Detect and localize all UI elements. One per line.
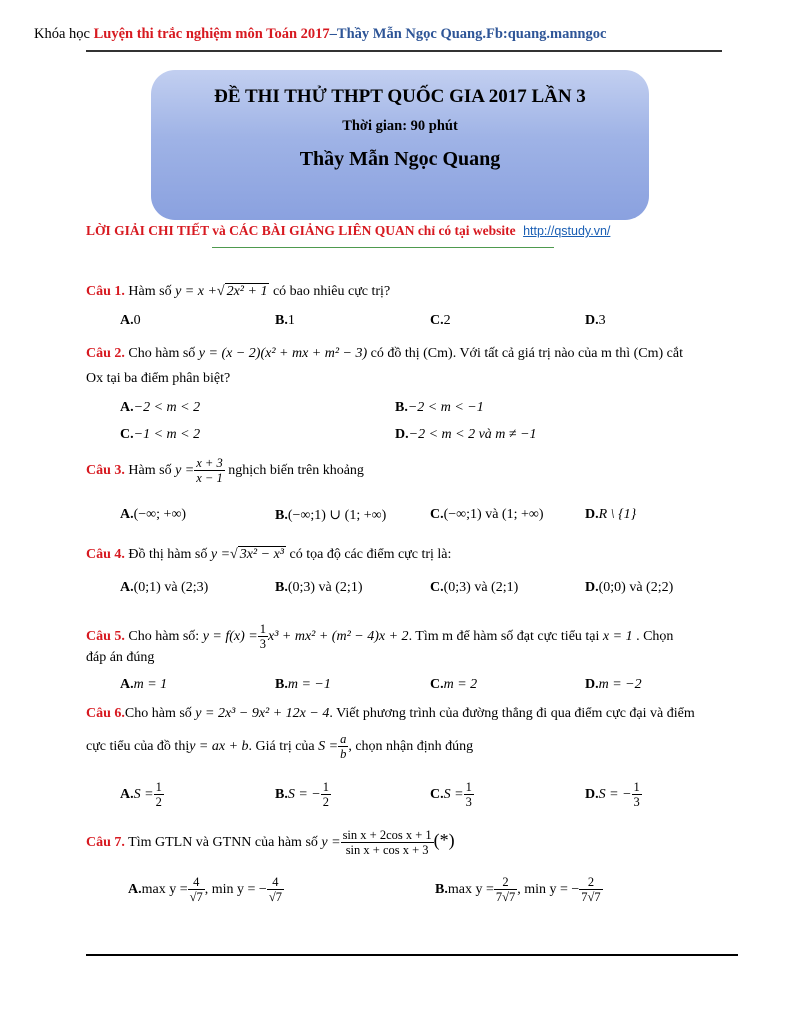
q5-option-c[interactable]: C.m = 2 — [430, 677, 478, 692]
question-6-label: Câu 6. — [86, 706, 125, 721]
q3-option-c[interactable]: C.(−∞;1) và (1; +∞) — [430, 507, 544, 522]
question-3-lhs: y = — [175, 463, 195, 479]
question-1: Câu 1. Hàm số y = x +√ 2x² + 1 có bao nhiêu cực trị? — [86, 284, 391, 299]
question-6-expr: y = 2x³ − 9x² + 12x − 4 — [195, 706, 330, 721]
question-6-line2-text-b: . Giá trị của — [248, 739, 315, 755]
q6-option-c[interactable]: C.S = $\frac{1}{3}$ — [430, 780, 472, 810]
header-prefix: Khóa học — [34, 26, 94, 42]
question-2-label: Câu 2. — [86, 346, 125, 361]
q5-option-a[interactable]: A.m = 1 — [120, 677, 168, 692]
q4-option-a[interactable]: A.(0;1) và (2;3) — [120, 580, 209, 595]
question-4: Câu 4. Đồ thị hàm số y =√ 3x² − x³ có tọa độ các điểm cực trị là: — [86, 547, 452, 562]
q7-option-a[interactable]: A.max y = $\frac{4}{√7}$ , min y = − $\frac{4}{√7}$ — [128, 875, 282, 905]
q4-option-b[interactable]: B.(0;3) và (2;1) — [275, 580, 363, 595]
question-7 — [86, 828, 455, 858]
question-4-label: Câu 4. — [86, 547, 125, 562]
question-1-text: có bao nhiêu cực trị? — [272, 284, 391, 299]
question-5-condition: x = 1 — [602, 629, 633, 645]
header-divider — [86, 50, 722, 52]
question-1-expr: y = x + — [175, 284, 217, 299]
q6-option-a[interactable]: A.S = $\frac{1}{2}$ — [120, 780, 162, 810]
question-6-text: . Viết phương trình của đường thẳng đi qua điểm cực đại và điểm — [329, 706, 695, 721]
question-3 — [86, 456, 364, 486]
q6-option-d[interactable]: D.S = − $\frac{1}{3}$ — [585, 780, 640, 810]
question-2-expr: y = (x − 2)(x² + mx + m² − 3) — [198, 346, 368, 361]
exam-banner — [151, 70, 649, 220]
q1-option-a[interactable]: A.0 — [120, 313, 141, 328]
exam-author: Thầy Mẫn Ngọc Quang — [299, 148, 501, 170]
q3-option-d[interactable]: D.R \ {1} — [585, 507, 637, 522]
q6-option-b[interactable]: B.S = − $\frac{1}{2}$ — [275, 780, 329, 810]
question-4-text: có tọa độ các điểm cực trị là: — [289, 547, 452, 562]
question-7-fraction: $\frac{\text{sin x + 2cos x + 1}}{\text{sin x + cos x + 3}}$ — [342, 828, 432, 858]
q2-option-c[interactable]: C.−1 < m < 2 — [120, 427, 201, 442]
q1-option-d[interactable]: D.3 — [585, 313, 606, 328]
question-2-intro: Cho hàm số — [128, 346, 196, 361]
exam-time: Thời gian: 90 phút — [342, 118, 458, 134]
question-6-line2-text-c: , chọn nhận định đúng — [348, 739, 474, 755]
q4-option-c[interactable]: C.(0;3) và (2;1) — [430, 580, 519, 595]
q2-option-d[interactable]: D.−2 < m < 2 và m ≠ −1 — [395, 427, 537, 442]
question-6-s-fraction: $\frac{a}{b}$ — [340, 732, 347, 762]
question-7-star: (*) — [433, 830, 455, 851]
q3-option-a[interactable]: A.(−∞; +∞) — [120, 507, 187, 522]
question-2-text: có đồ thị (Cm). Với tất cả giá trị nào của m thì (Cm) cắt — [370, 346, 683, 361]
question-7-intro: Tìm GTLN và GTNN của hàm số — [128, 835, 318, 851]
question-5-lhs: y = f(x) = — [202, 629, 258, 645]
question-5-line2: đáp án đúng — [86, 650, 155, 665]
q2-option-b[interactable]: B.−2 < m < −1 — [395, 400, 484, 415]
q5-option-b[interactable]: B.m = −1 — [275, 677, 331, 692]
question-5 — [86, 622, 673, 652]
question-6-intro: Cho hàm số — [124, 706, 192, 721]
question-6-line2 — [86, 732, 473, 762]
header-teacher: Thầy Mẫn Ngọc Quang.Fb:quang.manngoc — [336, 26, 607, 42]
exam-title: ĐỀ THI THỬ THPT QUỐC GIA 2017 LẦN 3 — [214, 86, 586, 107]
question-6 — [86, 706, 695, 722]
question-6-line-eq: y = ax + b — [189, 739, 249, 755]
q5-option-d[interactable]: D.m = −2 — [585, 677, 642, 692]
question-4-lhs: y = — [210, 547, 231, 562]
website-link[interactable]: http://qstudy.vn/ — [523, 224, 611, 238]
page-header — [34, 26, 606, 43]
question-3-label: Câu 3. — [86, 463, 125, 479]
question-1-label: Câu 1. — [86, 284, 125, 299]
q2-option-a[interactable]: A.−2 < m < 2 — [120, 400, 201, 415]
question-1-radicand: 2x² + 1 — [226, 284, 268, 299]
question-4-radicand: 3x² − x³ — [239, 547, 284, 562]
header-course: Luyện thi trắc nghiệm môn Toán 2017 — [93, 26, 330, 42]
question-7-label: Câu 7. — [86, 835, 125, 851]
question-2-line2: Ox tại ba điểm phân biệt? — [86, 371, 231, 386]
question-2 — [86, 346, 683, 362]
question-5-label: Câu 5. — [86, 629, 125, 645]
q4-option-d[interactable]: D.(0;0) và (2;2) — [585, 580, 674, 595]
footer-divider — [86, 954, 738, 956]
question-3-text: nghịch biến trên khoảng — [228, 463, 364, 479]
question-3-intro: Hàm số — [128, 463, 172, 479]
question-1-intro: Hàm số — [128, 284, 172, 299]
question-6-s-lhs: S = — [318, 739, 339, 755]
promo-line — [86, 223, 610, 239]
q1-option-b[interactable]: B.1 — [275, 313, 295, 328]
question-5-fraction: $\frac{1}{3}$ — [259, 622, 266, 652]
header-dash: – — [329, 26, 337, 42]
q7-option-b[interactable]: B.max y = $\frac{2}{7√7}$ , min y = − $\frac{2}{7√7}$ — [435, 875, 601, 905]
question-5-expr: x³ + mx² + (m² − 4)x + 2 — [267, 629, 409, 645]
promo-divider — [212, 247, 554, 248]
promo-text: LỜI GIẢI CHI TIẾT và CÁC BÀI GIẢNG LIÊN QUAN chỉ có tại website — [86, 223, 516, 238]
q3-option-b[interactable]: B.(−∞;1) ∪ (1; +∞) — [275, 508, 387, 523]
question-5-text: . Tìm m để hàm số đạt cực tiểu tại — [408, 629, 600, 645]
question-3-fraction: $\frac{x + 3}{x - 1}$ — [196, 456, 223, 486]
question-4-intro: Đồ thị hàm số — [128, 547, 208, 562]
question-7-lhs: y = — [321, 835, 341, 851]
q1-option-c[interactable]: C.2 — [430, 313, 451, 328]
question-5-text-end: . Chọn — [636, 629, 674, 645]
question-5-intro: Cho hàm số: — [128, 629, 200, 645]
question-6-line2-text: cực tiểu của đồ thị — [86, 739, 190, 755]
